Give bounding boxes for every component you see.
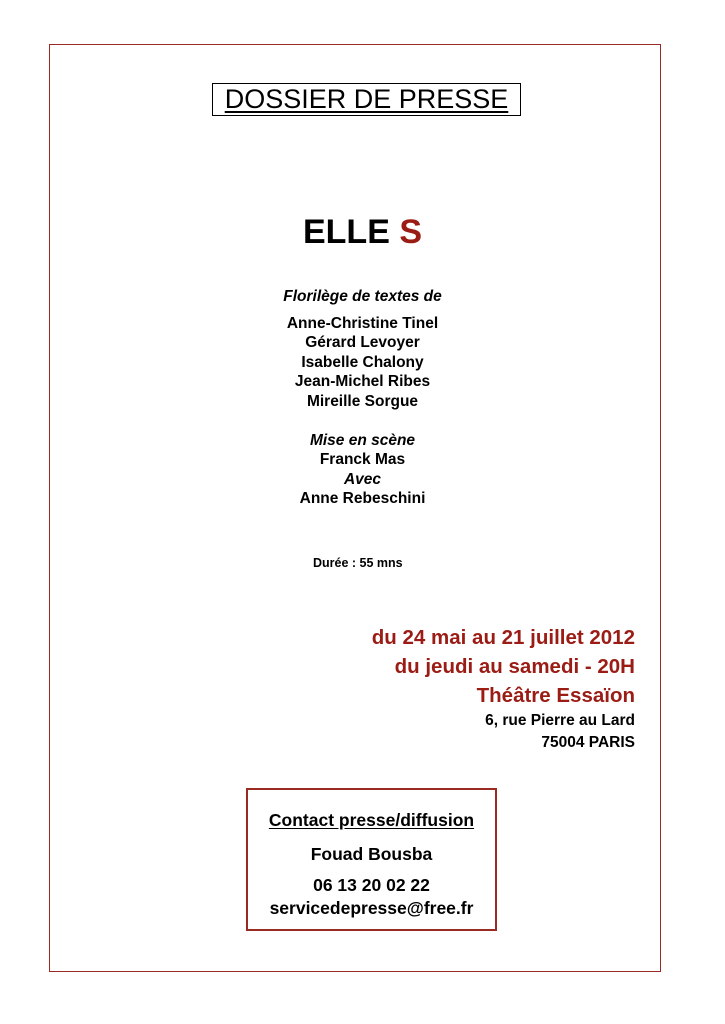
contact-heading: Contact presse/diffusion [268,810,475,830]
direction-label: Mise en scène [309,431,416,449]
contact-phone: 06 13 20 02 22 [313,875,430,895]
director-name: Franck Mas [319,451,406,468]
run-dates: du 24 mai au 21 juillet 2012 [371,626,635,649]
cast-name: Anne Rebeschini [299,490,426,507]
schedule-block [372,623,635,754]
author-name: Jean-Michel Ribes [294,373,431,390]
author-name: Isabelle Chalony [301,353,424,371]
venue-name: Théâtre Essaïon [476,684,635,707]
show-title-main: ELLE [302,213,400,251]
credits-block [0,287,725,509]
show-title [0,212,725,252]
author-name: Anne-Christine Tinel [286,314,439,332]
days-time: du jeudi au samedi - 20H [394,655,635,678]
duration: Durée : 55 mns [313,556,403,570]
document-header: DOSSIER DE PRESSE [212,83,521,116]
contact-box [246,788,497,931]
venue-city: 75004 PARIS [541,734,635,751]
venue-address: 6, rue Pierre au Lard [485,712,635,729]
contact-name: Fouad Bousba [310,844,433,864]
contact-email: servicedepresse@free.fr [269,898,474,918]
show-title-accent: S [399,213,423,251]
cast-label: Avec [343,470,382,488]
author-name: Gérard Levoyer [305,334,420,351]
author-name: Mireille Sorgue [306,392,419,410]
anthology-label: Florilège de textes de [283,288,442,305]
